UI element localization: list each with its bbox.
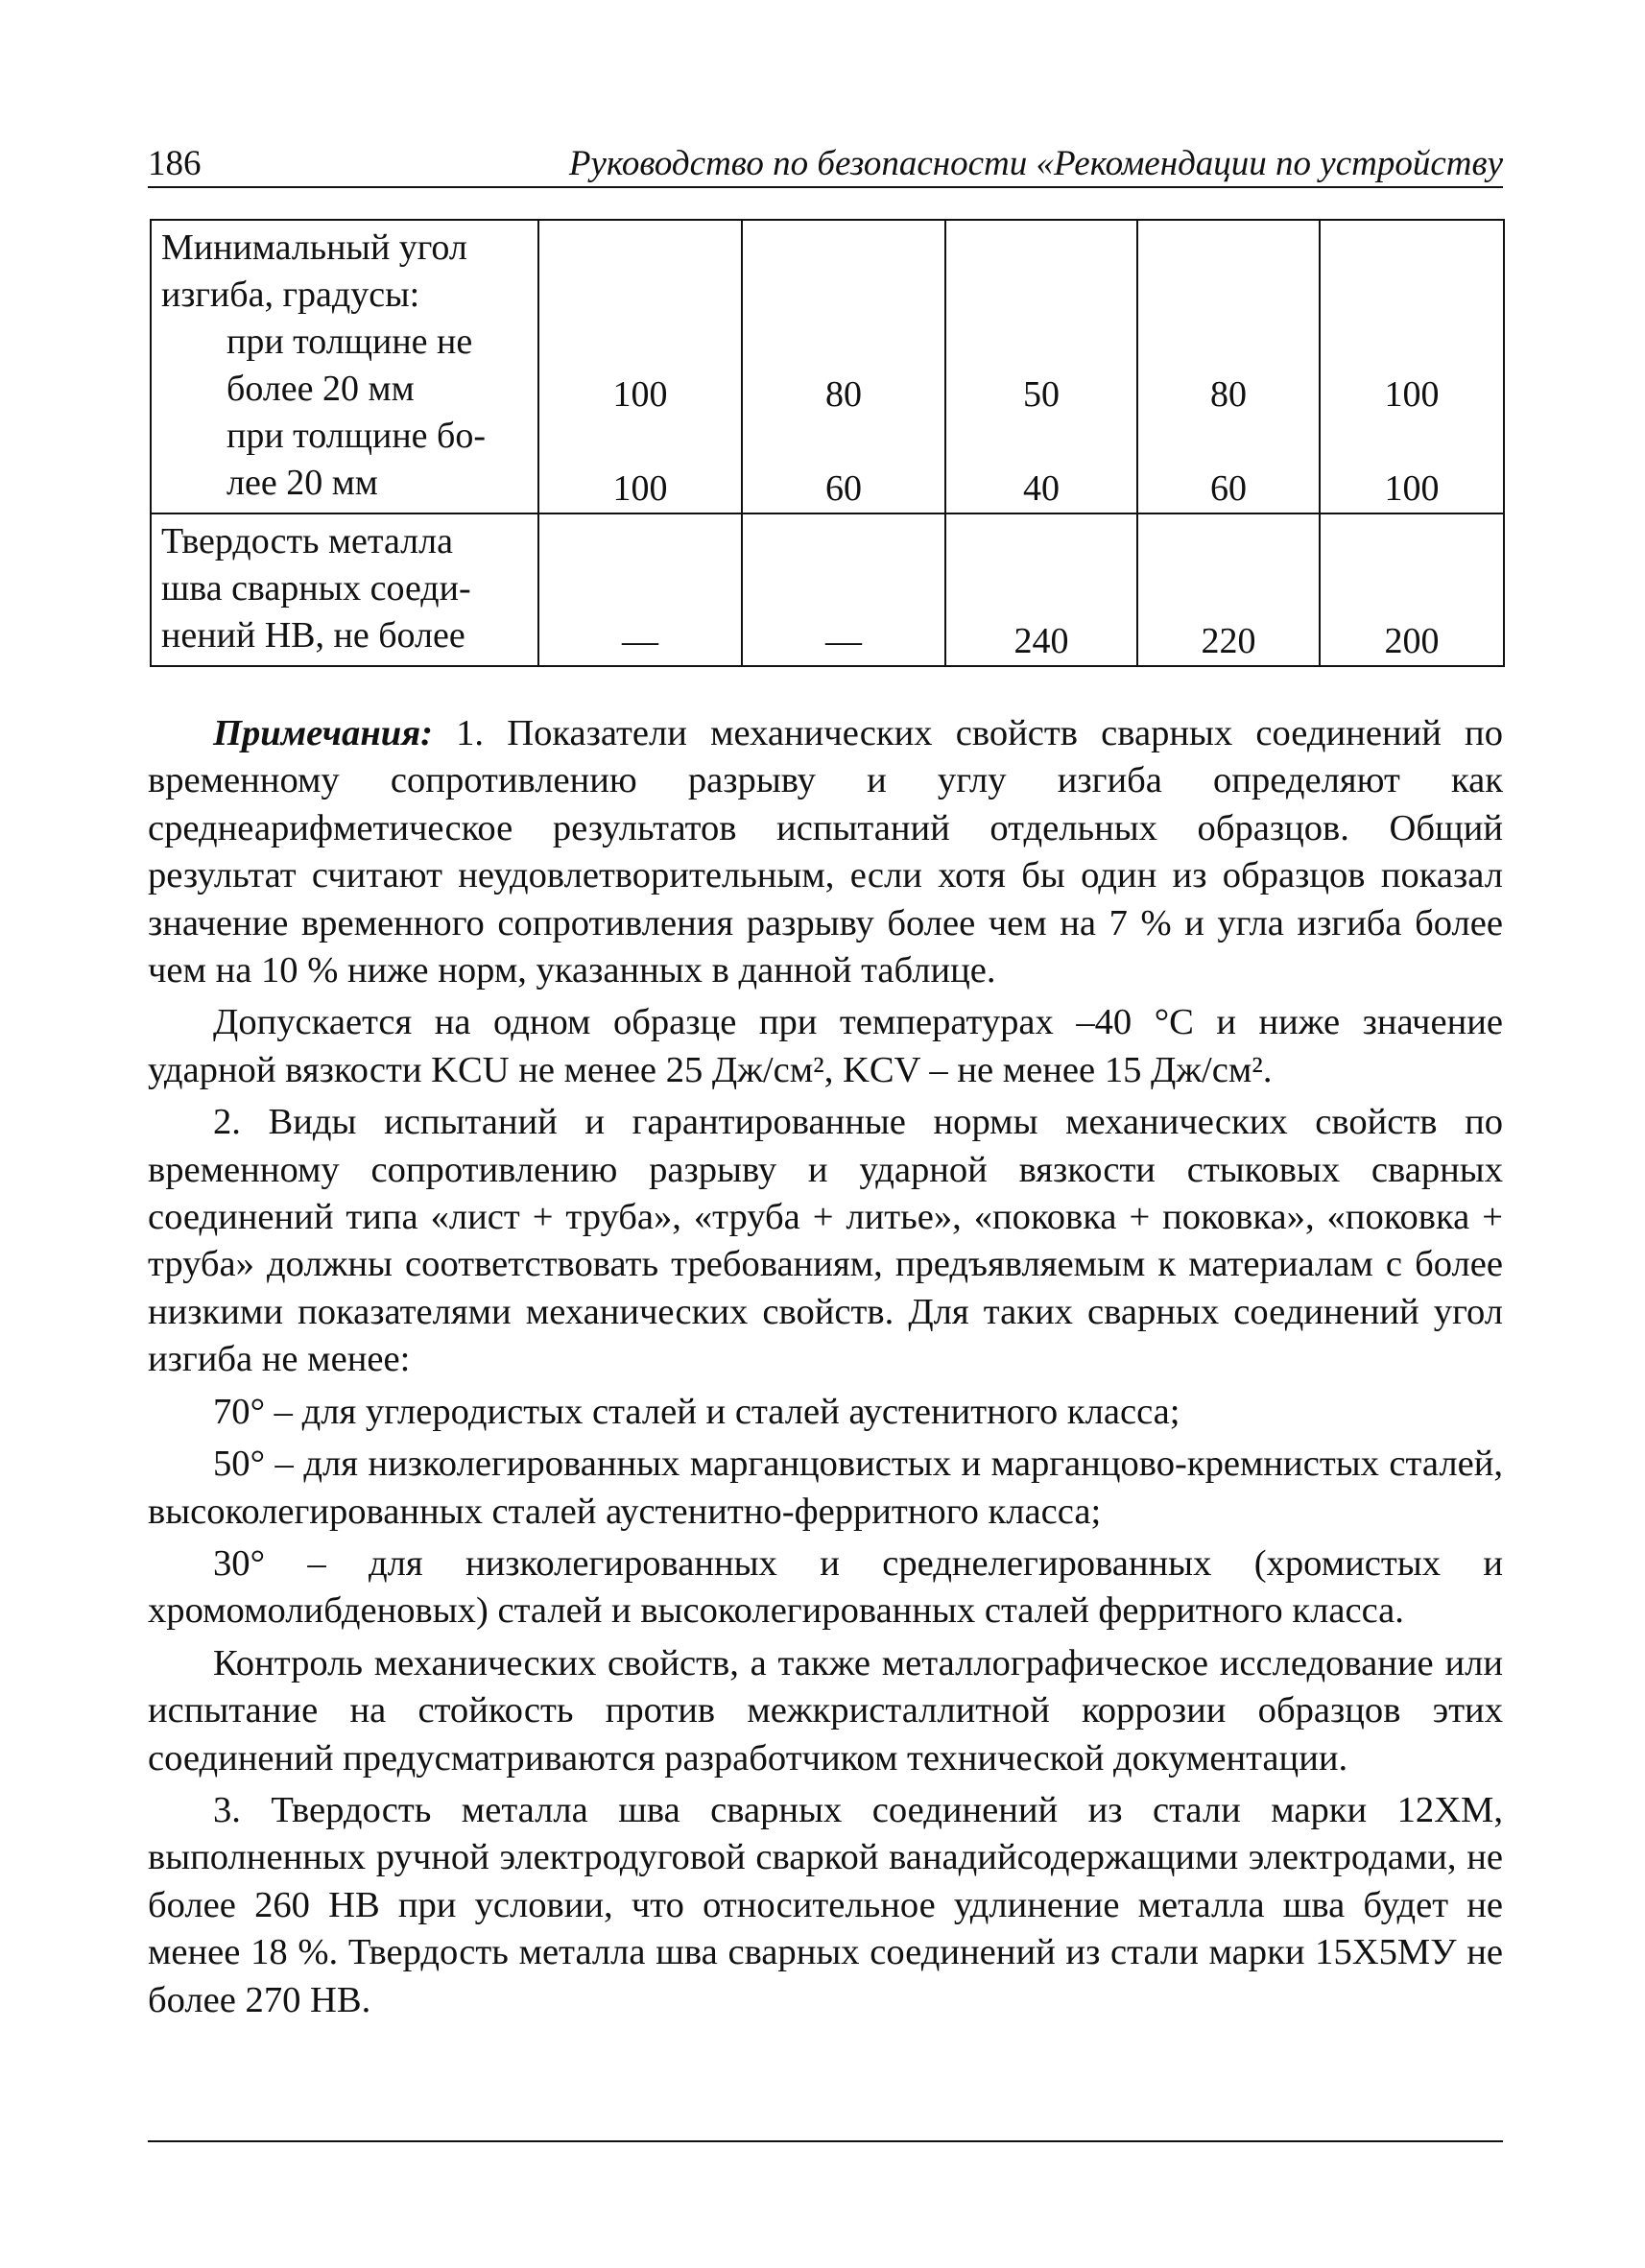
- table-cell: 220: [1137, 513, 1320, 666]
- running-title: Руководство по безопасности «Рекомендации по устройству: [568, 144, 1503, 183]
- table-row: [151, 513, 1504, 666]
- note-paragraph: 3. Твердость металла шва сварных соединений из стали марки 12ХМ, выполненных ручной электродуговой сваркой ванадийсодержащими электродами, не более 260 НВ при условии, что относительное удлинение металла шва будет не менее 18 %. Твердость металла шва сварных соединений из стали марки 15Х5МУ не более 270 НВ.: [148, 1789, 1503, 2020]
- note-paragraph: 50° – для низколегированных марганцовистых и марганцово-кремнистых сталей, высоколегированных сталей аустенитно-ферритного класса;: [148, 1444, 1503, 1532]
- table-cell: 100 100: [538, 220, 742, 513]
- notes-section: [148, 710, 1503, 2029]
- note-paragraph: Примечания: 1. Показатели механических свойств сварных соединений по временному сопротивлению разрыву и углу изгиба определяют как среднеарифметическое результатов испытаний отдельных образцов. Общий результат считают неудовлетворительным, если хотя бы один из образцов показал значение временного сопротивления разрыву более чем на 7 % и угла изгиба более чем на 10 % ниже норм, указанных в данной таблице.: [148, 713, 1503, 991]
- table-cell: —: [538, 513, 742, 666]
- table-cell: 200: [1320, 513, 1504, 666]
- page-header: [148, 142, 1503, 186]
- table-cell: 80 60: [1137, 220, 1320, 513]
- note-paragraph: 2. Виды испытаний и гарантированные нормы механических свойств по временному сопротивлению разрыву и ударной вязкости стыковых сварных соединений типа «лист + труба», «труба + литье», «поковка + поковка», «поковка + труба» должны соответствовать требованиям, предъявляемым к материалам с более низкими показателями механических свойств. Для таких сварных соединений угол изгиба не менее:: [148, 1102, 1503, 1380]
- properties-table: [150, 219, 1505, 667]
- note-paragraph: 70° – для углеродистых сталей и сталей аустенитного класса;: [213, 1391, 1180, 1432]
- table-cell: 80 60: [742, 220, 945, 513]
- table-cell: 240: [945, 513, 1137, 666]
- row-label: Минимальный угол изгиба, градусы: при толщине не более 20 мм при толщине бо- лее 20 мм: [151, 220, 538, 513]
- note-paragraph: Допускается на одном образце при температурах –40 °С и ниже значение ударной вязкости KCU не менее 25 Дж/см², KCV – не менее 15 Дж/см².: [148, 1002, 1503, 1090]
- note-paragraph: Контроль механических свойств, а также металлографическое исследование или испытание на стойкость против межкристаллитной коррозии образцов этих соединений предусматриваются разработчиком технической документации.: [148, 1642, 1503, 1779]
- header-rule: [148, 186, 1503, 188]
- table-row: [151, 220, 1504, 513]
- footer-rule: [148, 2140, 1503, 2142]
- page-number: 186: [148, 144, 202, 183]
- table-cell: 100 100: [1320, 220, 1504, 513]
- note-paragraph: 30° – для низколегированных и среднелегированных (хромистых и хромомолибденовых) сталей и высоколегированных сталей ферритного класса.: [148, 1542, 1503, 1632]
- table-cell: —: [742, 513, 945, 666]
- notes-lead: Примечания:: [213, 713, 433, 753]
- row-label: Твердость металла шва сварных соеди- нений НВ, не более: [151, 513, 538, 666]
- table-cell: 50 40: [945, 220, 1137, 513]
